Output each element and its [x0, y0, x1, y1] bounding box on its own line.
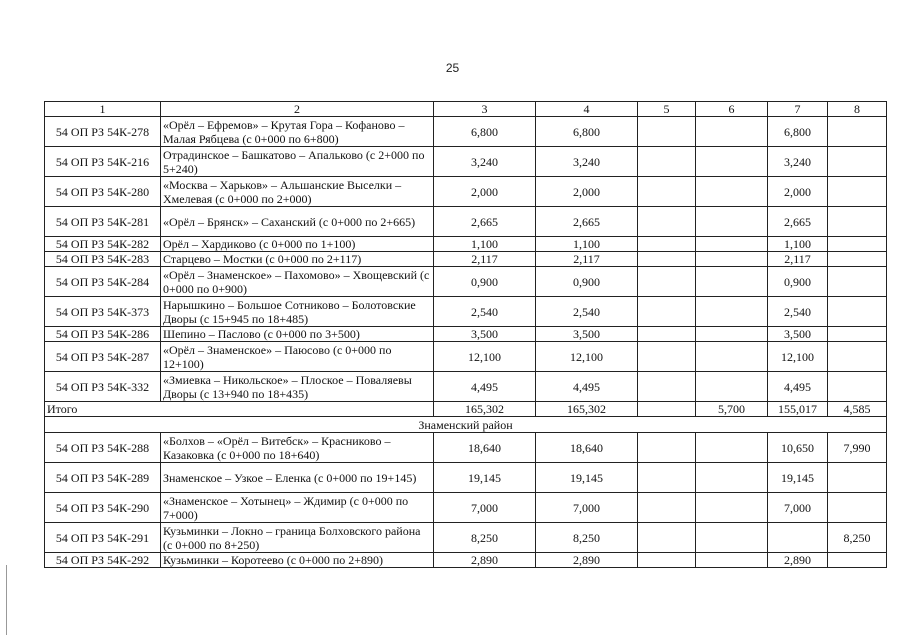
length-value-c6 [696, 327, 768, 342]
length-value-c5 [638, 252, 696, 267]
length-value-c3: 4,495 [434, 372, 536, 402]
length-value-c8 [828, 342, 887, 372]
length-value-c7: 2,890 [768, 553, 828, 568]
length-value-c5 [638, 342, 696, 372]
length-value-c6 [696, 267, 768, 297]
length-value-c4: 19,145 [536, 463, 638, 493]
length-value-c8 [828, 147, 887, 177]
road-code: 54 ОП РЗ 54К-373 [45, 297, 161, 327]
table-row [45, 252, 887, 267]
length-value-c5 [638, 327, 696, 342]
length-value-c5 [638, 493, 696, 523]
total-row [45, 402, 887, 417]
length-value-c6 [696, 493, 768, 523]
length-value-c3: 2,540 [434, 297, 536, 327]
table-row [45, 463, 887, 493]
road-code: 54 ОП РЗ 54К-216 [45, 147, 161, 177]
road-code: 54 ОП РЗ 54К-289 [45, 463, 161, 493]
road-code: 54 ОП РЗ 54К-287 [45, 342, 161, 372]
length-value-c7: 10,650 [768, 433, 828, 463]
length-value-c3: 12,100 [434, 342, 536, 372]
length-value-c7: 2,000 [768, 177, 828, 207]
length-value-c8 [828, 463, 887, 493]
length-value-c7 [768, 523, 828, 553]
length-value-c8 [828, 493, 887, 523]
road-code: 54 ОП РЗ 54К-290 [45, 493, 161, 523]
length-value-c3: 2,117 [434, 252, 536, 267]
table-row [45, 237, 887, 252]
length-value-c6 [696, 342, 768, 372]
total-value-c8: 4,585 [828, 402, 887, 417]
road-name: «Змиевка – Никольское» – Плоское – Поваляевы Дворы (с 13+940 по 18+435) [161, 372, 434, 402]
table-row [45, 147, 887, 177]
length-value-c4: 2,890 [536, 553, 638, 568]
table-row [45, 177, 887, 207]
road-code: 54 ОП РЗ 54К-281 [45, 207, 161, 237]
road-name: Шепино – Паслово (с 0+000 по 3+500) [161, 327, 434, 342]
table-row [45, 342, 887, 372]
length-value-c8: 8,250 [828, 523, 887, 553]
road-code: 54 ОП РЗ 54К-284 [45, 267, 161, 297]
length-value-c3: 2,000 [434, 177, 536, 207]
length-value-c5 [638, 267, 696, 297]
length-value-c3: 8,250 [434, 523, 536, 553]
length-value-c8 [828, 327, 887, 342]
length-value-c5 [638, 237, 696, 252]
table-row [45, 493, 887, 523]
length-value-c8 [828, 267, 887, 297]
length-value-c8 [828, 553, 887, 568]
table-row [45, 207, 887, 237]
length-value-c7: 2,665 [768, 207, 828, 237]
road-name: Старцево – Мостки (с 0+000 по 2+117) [161, 252, 434, 267]
road-code: 54 ОП РЗ 54К-286 [45, 327, 161, 342]
length-value-c6 [696, 207, 768, 237]
length-value-c4: 6,800 [536, 117, 638, 147]
road-code: 54 ОП РЗ 54К-292 [45, 553, 161, 568]
length-value-c6 [696, 177, 768, 207]
column-number: 1 [45, 102, 161, 117]
total-value-c4: 165,302 [536, 402, 638, 417]
road-code: 54 ОП РЗ 54К-278 [45, 117, 161, 147]
road-code: 54 ОП РЗ 54К-283 [45, 252, 161, 267]
length-value-c3: 3,500 [434, 327, 536, 342]
length-value-c3: 19,145 [434, 463, 536, 493]
length-value-c5 [638, 147, 696, 177]
length-value-c5 [638, 553, 696, 568]
total-label: Итого [45, 402, 434, 417]
length-value-c7: 1,100 [768, 237, 828, 252]
length-value-c5 [638, 463, 696, 493]
length-value-c7: 6,800 [768, 117, 828, 147]
length-value-c4: 1,100 [536, 237, 638, 252]
length-value-c6 [696, 463, 768, 493]
length-value-c4: 12,100 [536, 342, 638, 372]
road-name: «Москва – Харьков» – Альшанские Выселки – Хмелевая (с 0+000 по 2+000) [161, 177, 434, 207]
length-value-c4: 3,240 [536, 147, 638, 177]
length-value-c7: 2,117 [768, 252, 828, 267]
length-value-c6 [696, 147, 768, 177]
length-value-c8 [828, 372, 887, 402]
length-value-c6 [696, 553, 768, 568]
section-title: Знаменский район [45, 417, 887, 433]
road-code: 54 ОП РЗ 54К-288 [45, 433, 161, 463]
length-value-c3: 7,000 [434, 493, 536, 523]
length-value-c4: 7,000 [536, 493, 638, 523]
road-code: 54 ОП РЗ 54К-280 [45, 177, 161, 207]
road-name: «Орёл – Ефремов» – Крутая Гора – Кофаново – Малая Рябцева (с 0+000 по 6+800) [161, 117, 434, 147]
length-value-c8 [828, 177, 887, 207]
length-value-c4: 2,000 [536, 177, 638, 207]
column-number: 2 [161, 102, 434, 117]
length-value-c7: 7,000 [768, 493, 828, 523]
length-value-c3: 2,890 [434, 553, 536, 568]
length-value-c5 [638, 372, 696, 402]
length-value-c8 [828, 117, 887, 147]
length-value-c7: 2,540 [768, 297, 828, 327]
length-value-c7: 19,145 [768, 463, 828, 493]
road-name: «Орёл – Брянск» – Саханский (с 0+000 по 2+665) [161, 207, 434, 237]
total-value-c6: 5,700 [696, 402, 768, 417]
length-value-c6 [696, 433, 768, 463]
road-name: Знаменское – Узкое – Еленка (с 0+000 по 19+145) [161, 463, 434, 493]
length-value-c6 [696, 372, 768, 402]
column-number: 7 [768, 102, 828, 117]
length-value-c5 [638, 207, 696, 237]
length-value-c3: 6,800 [434, 117, 536, 147]
length-value-c8: 7,990 [828, 433, 887, 463]
road-name: Отрадинское – Башкатово – Апальково (с 2+000 по 5+240) [161, 147, 434, 177]
length-value-c8 [828, 207, 887, 237]
length-value-c8 [828, 297, 887, 327]
page-number: 25 [445, 61, 460, 75]
road-name: Орёл – Хардиково (с 0+000 по 1+100) [161, 237, 434, 252]
length-value-c4: 18,640 [536, 433, 638, 463]
table-row [45, 523, 887, 553]
column-number: 3 [434, 102, 536, 117]
length-value-c6 [696, 297, 768, 327]
length-value-c4: 2,540 [536, 297, 638, 327]
length-value-c6 [696, 117, 768, 147]
total-value-c3: 165,302 [434, 402, 536, 417]
table-row [45, 327, 887, 342]
length-value-c3: 1,100 [434, 237, 536, 252]
length-value-c4: 0,900 [536, 267, 638, 297]
length-value-c3: 2,665 [434, 207, 536, 237]
length-value-c7: 3,240 [768, 147, 828, 177]
column-number: 8 [828, 102, 887, 117]
table-row [45, 117, 887, 147]
length-value-c6 [696, 523, 768, 553]
road-name: «Орёл – Знаменское» – Пахомово» – Хвощевский (с 0+000 по 0+900) [161, 267, 434, 297]
column-number-row [45, 102, 887, 117]
length-value-c8 [828, 237, 887, 252]
road-name: Кузьминки – Коротеево (с 0+000 по 2+890) [161, 553, 434, 568]
table-row [45, 372, 887, 402]
length-value-c8 [828, 252, 887, 267]
length-value-c7: 4,495 [768, 372, 828, 402]
length-value-c3: 18,640 [434, 433, 536, 463]
section-header-row [45, 417, 887, 433]
length-value-c3: 0,900 [434, 267, 536, 297]
road-name: «Орёл – Знаменское» – Паюсово (с 0+000 по 12+100) [161, 342, 434, 372]
table-row [45, 553, 887, 568]
length-value-c5 [638, 177, 696, 207]
length-value-c7: 3,500 [768, 327, 828, 342]
length-value-c7: 12,100 [768, 342, 828, 372]
length-value-c7: 0,900 [768, 267, 828, 297]
road-code: 54 ОП РЗ 54К-291 [45, 523, 161, 553]
total-value-c7: 155,017 [768, 402, 828, 417]
road-name: «Знаменское – Хотынец» – Ждимир (с 0+000 по 7+000) [161, 493, 434, 523]
road-code: 54 ОП РЗ 54К-282 [45, 237, 161, 252]
length-value-c4: 2,665 [536, 207, 638, 237]
length-value-c6 [696, 237, 768, 252]
length-value-c6 [696, 252, 768, 267]
length-value-c4: 4,495 [536, 372, 638, 402]
road-name: «Болхов – «Орёл – Витебск» – Красниково – Казаковка (с 0+000 по 18+640) [161, 433, 434, 463]
column-number: 5 [638, 102, 696, 117]
table-row [45, 433, 887, 463]
length-value-c4: 2,117 [536, 252, 638, 267]
roads-table [44, 101, 887, 568]
road-name: Кузьминки – Локно – граница Болховского района (с 0+000 по 8+250) [161, 523, 434, 553]
table-row [45, 297, 887, 327]
length-value-c4: 8,250 [536, 523, 638, 553]
total-value-c5 [638, 402, 696, 417]
road-code: 54 ОП РЗ 54К-332 [45, 372, 161, 402]
length-value-c5 [638, 117, 696, 147]
table-body [45, 102, 887, 568]
length-value-c4: 3,500 [536, 327, 638, 342]
road-name: Нарышкино – Большое Сотниково – Болотовские Дворы (с 15+945 по 18+485) [161, 297, 434, 327]
length-value-c5 [638, 297, 696, 327]
column-number: 6 [696, 102, 768, 117]
column-number: 4 [536, 102, 638, 117]
length-value-c5 [638, 523, 696, 553]
table-row [45, 267, 887, 297]
length-value-c3: 3,240 [434, 147, 536, 177]
scan-edge-mark [6, 565, 7, 635]
length-value-c5 [638, 433, 696, 463]
